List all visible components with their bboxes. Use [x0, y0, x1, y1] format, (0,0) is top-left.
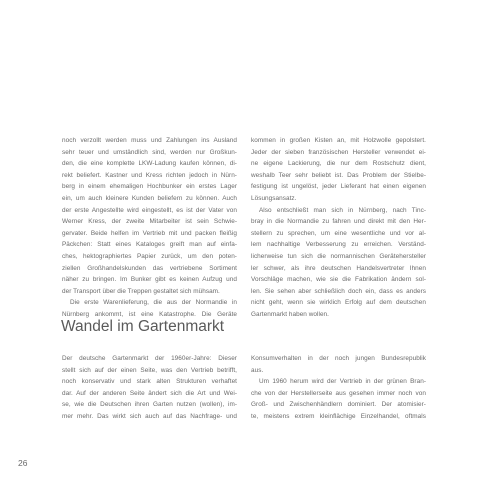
text-line: ler schwer, als ihre deutschen Handelsvertreter Ihnen	[251, 264, 426, 272]
text-line: kommen in großen Kisten an, mit Holzwolle gepolstert.	[251, 137, 426, 144]
text-line: len. Sie sehen aber schließlich doch ein, dass es anders	[251, 287, 426, 295]
text-column-top-right	[251, 135, 426, 321]
text-column-bottom-right	[251, 353, 426, 423]
text-line: ziellen Großhandelskunden das vertriebene Sortiment	[62, 264, 237, 272]
text-line: noch verzollt werden muss und Zahlungen ins Ausland	[62, 137, 237, 144]
text-line: se, wie die Deutschen ihren Garten nutzen (wollen), im-	[62, 401, 237, 409]
text-line: Jeder der sieben französischen Hersteller verwendet ei-	[251, 148, 426, 156]
text-line: stellt sich auf der einen Seite, was den Vertrieb betrifft,	[62, 366, 237, 374]
text-line: ein, um auch kleinere Kunden beliefern zu können. Auch	[62, 194, 237, 202]
text-line: stellern zu sprechen, um eine wesentliche und vor al-	[251, 229, 426, 237]
text-line: näher zu bringen. Im Bunker gibt es keinen Aufzug und	[62, 276, 237, 284]
text-line: bray in die Normandie zu fahren und direkt mit den Her-	[251, 218, 426, 226]
text-line: berg in einem ehemaligen Hochbunker ein erstes Lager	[62, 183, 237, 191]
text-line: Gartenmarkt haben wollen.	[251, 310, 329, 318]
text-line: Nürnberg ankommt, ist eine Katastrophe. Die Geräte	[62, 310, 237, 318]
section-heading: Wandel im Gartenmarkt	[61, 318, 225, 335]
text-line: Um 1960 herum wird der Vertrieb in der grünen Bran-	[259, 378, 426, 386]
text-column-bottom-left	[62, 353, 237, 423]
text-line: weshalb Teer sehr beliebt ist. Das Problem der Stielbe-	[251, 171, 426, 179]
text-line: noch konservativ und stark alten Strukturen verhaftet	[62, 378, 237, 386]
text-line: aus.	[251, 366, 264, 374]
text-line: den, die eine komplette LKW-Ladung kaufen können, di-	[62, 160, 237, 168]
text-line: Groß- und Zwischenhändlern dominiert. Der atomisier-	[251, 401, 426, 409]
text-line: Die erste Warenlieferung, die aus der Normandie in	[70, 299, 237, 307]
text-line: te, meistens extrem kleinflächige Einzelhandel, oftmals	[251, 412, 426, 420]
text-line: Päckchen: Statt eines Kataloges greift man auf einfa-	[62, 241, 237, 249]
text-line: der erste Angestellte wird eingestellt, es ist der Vater von	[62, 206, 237, 214]
text-line: nicht geht, wenn sie wirklich Erfolg auf dem deutschen	[251, 299, 426, 307]
text-line: Der deutsche Gartenmarkt der 1960er-Jahre: Dieser	[62, 355, 237, 362]
text-line: licherweise tun sich die normannischen Gerätehersteller	[251, 252, 426, 260]
text-line: dar. Auf der anderen Seite ändert sich die Art und Wei-	[62, 389, 237, 397]
text-line: ne eigene Lackierung, die nur dem Rostschutz dient,	[251, 160, 426, 168]
text-line: rekt beliefert. Kastner und Kress richten jedoch in Nürn-	[62, 171, 237, 179]
text-line: Werner Kress, der zweite Mitarbeiter ist sein Schwie-	[62, 218, 237, 226]
text-line: festigung ist ungelöst, jeder Lieferant hat einen eigenen	[251, 183, 426, 191]
text-line: lem nachhaltige Verbesserung zu erreichen. Verständ-	[251, 241, 426, 249]
text-line: ches, hektographiertes Papier zurück, um den poten-	[62, 252, 237, 260]
text-line: Also entschließt man sich in Nürnberg, nach Tinc-	[259, 206, 426, 214]
text-line: sehr teuer und umständlich sind, werden nur Großkun-	[62, 148, 237, 156]
text-line: Konsumverhalten in der noch jungen Bundesrepublik	[251, 355, 426, 362]
text-line: che von der Herstellerseite aus gesehen immer noch von	[251, 389, 426, 397]
text-line: gervater. Beide helfen im Vertrieb mit und packen fleißig	[62, 229, 237, 237]
page-number: 26	[18, 458, 28, 468]
text-line: Vorschläge machen, wie sie die Fabrikation ändern sol-	[251, 276, 426, 284]
text-column-top-left	[62, 135, 237, 321]
text-line: mer mehr. Das wirkt sich auch auf das Nachfrage- und	[62, 412, 237, 420]
text-line: Lösungsansatz.	[251, 194, 297, 202]
text-line: der Transport über die Treppen gestaltet sich mühsam.	[62, 287, 220, 295]
